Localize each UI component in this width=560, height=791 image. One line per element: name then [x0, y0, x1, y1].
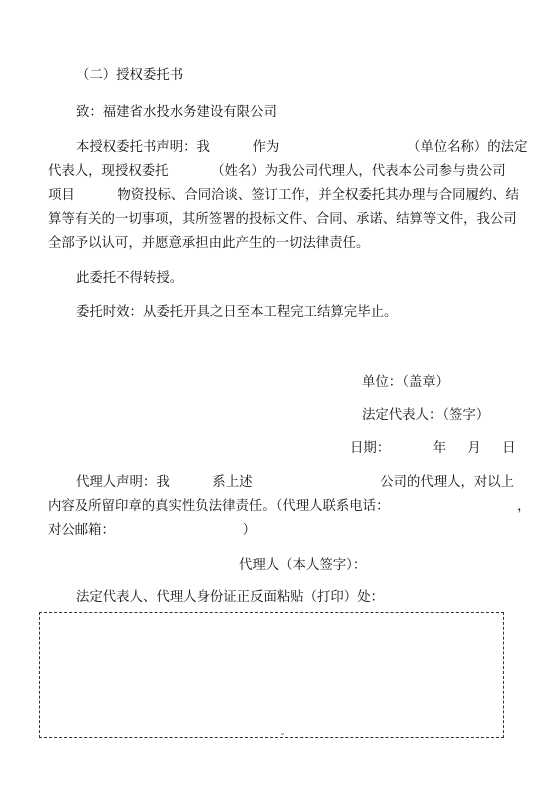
unit-seal-label: 单位：（盖章） — [362, 375, 450, 390]
statement-line-3: 项目 物资投标、合同洽谈、签订工作，并全权委托其办理与合同履约、结 — [48, 188, 520, 203]
validity-clause: 委托时效：从委托开具之日至本工程完工结算完毕止。 — [76, 305, 398, 320]
addressee: 致：福建省水投水务建设有限公司 — [76, 105, 277, 120]
statement-line-5: 全部予以认可，并愿意承担由此产生的一切法律责任。 — [48, 236, 370, 251]
statement-line-1: 本授权委托书声明：我 作为 （单位名称）的法定 — [76, 140, 528, 155]
statement-line-2: 代表人，现授权委托 （姓名）为我公司代理人，代表本公司参与贵公司 — [48, 164, 506, 179]
statement-line-4: 算等有关的一切事项，其所签署的投标文件、合同、承诺、结算等文件，我公司 — [48, 212, 517, 227]
id-card-paste-label: 法定代表人、代理人身份证正反面粘贴（打印）处： — [76, 590, 384, 605]
tick-mark: ˘ — [280, 733, 285, 744]
date-label: 日期： 年 月 日 — [350, 441, 516, 456]
agent-signature-label: 代理人（本人签字）： — [239, 558, 367, 573]
legal-rep-signature-label: 法定代表人：（签字） — [362, 408, 490, 423]
id-card-paste-area — [39, 612, 504, 738]
agent-statement-line-3: 对公邮箱： ） — [48, 523, 257, 538]
agent-statement-line-2: 内容及所留印章的真实性负法律责任。（代理人联系电话： ， — [48, 499, 531, 514]
agent-statement-line-1: 代理人声明：我 系上述 公司的代理人，对以上 — [76, 475, 515, 490]
no-transfer-clause: 此委托不得转授。 — [76, 271, 184, 286]
section-title: （二）授权委托书 — [76, 68, 184, 83]
